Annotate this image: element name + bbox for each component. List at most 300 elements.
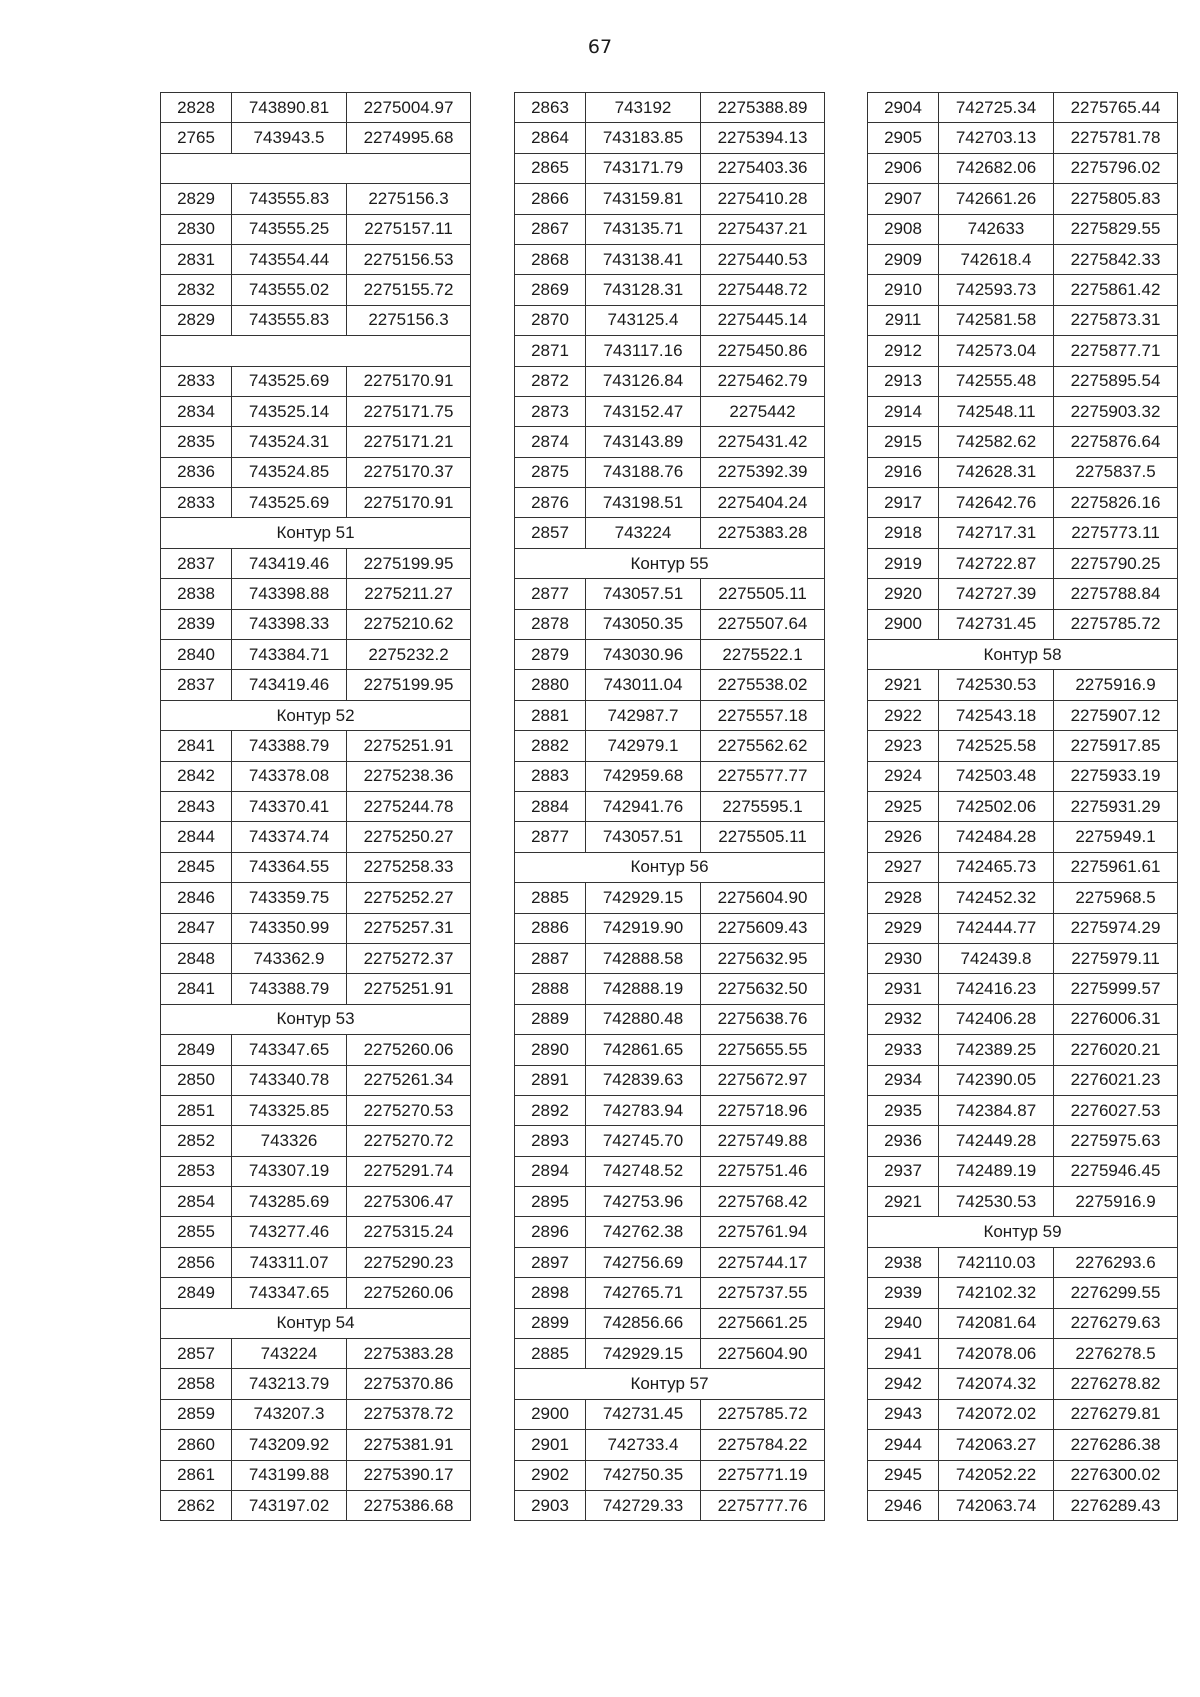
x-coordinate-cell: 743307.19	[232, 1156, 347, 1186]
table-row	[515, 336, 825, 366]
x-coordinate-cell: 743224	[586, 518, 701, 548]
x-coordinate-cell: 742593.73	[939, 275, 1054, 305]
coordinates-table-right	[867, 92, 1178, 1521]
y-coordinate-cell: 2275505.11	[701, 822, 825, 852]
x-coordinate-cell: 743555.02	[232, 275, 347, 305]
point-number-cell: 2833	[161, 488, 232, 518]
x-coordinate-cell: 743525.14	[232, 396, 347, 426]
table-row	[515, 153, 825, 183]
y-coordinate-cell: 2275829.55	[1054, 214, 1178, 244]
point-number-cell: 2906	[868, 153, 939, 183]
table-row	[161, 1095, 471, 1125]
table-row	[868, 1095, 1178, 1125]
table-row	[868, 1247, 1178, 1277]
x-coordinate-cell: 742389.25	[939, 1035, 1054, 1065]
y-coordinate-cell: 2275557.18	[701, 700, 825, 730]
table-row	[868, 943, 1178, 973]
table-row	[868, 822, 1178, 852]
y-coordinate-cell: 2275378.72	[347, 1399, 471, 1429]
table-row	[161, 1247, 471, 1277]
y-coordinate-cell: 2275156.3	[347, 184, 471, 214]
table-row	[161, 1339, 471, 1369]
table-row	[868, 974, 1178, 1004]
x-coordinate-cell: 742439.8	[939, 943, 1054, 973]
point-number-cell: 2851	[161, 1095, 232, 1125]
point-number-cell: 2905	[868, 123, 939, 153]
contour-label: Контур 51	[161, 518, 471, 548]
y-coordinate-cell: 2275604.90	[701, 1339, 825, 1369]
table-row	[161, 1065, 471, 1095]
point-number-cell: 2929	[868, 913, 939, 943]
table-row	[868, 396, 1178, 426]
y-coordinate-cell: 2276299.55	[1054, 1278, 1178, 1308]
contour-header-row	[515, 548, 825, 578]
table-row	[515, 1247, 825, 1277]
y-coordinate-cell: 2275261.34	[347, 1065, 471, 1095]
point-number-cell: 2859	[161, 1399, 232, 1429]
table-row	[515, 1460, 825, 1490]
x-coordinate-cell: 742919.90	[586, 913, 701, 943]
table-row	[868, 1369, 1178, 1399]
x-coordinate-cell: 742390.05	[939, 1065, 1054, 1095]
table-row	[868, 366, 1178, 396]
contour-header-row	[161, 336, 471, 366]
y-coordinate-cell: 2276027.53	[1054, 1095, 1178, 1125]
table-row	[161, 609, 471, 639]
table-row	[515, 488, 825, 518]
x-coordinate-cell: 743152.47	[586, 396, 701, 426]
x-coordinate-cell: 743209.92	[232, 1430, 347, 1460]
point-number-cell: 2875	[515, 457, 586, 487]
point-number-cell: 2869	[515, 275, 586, 305]
y-coordinate-cell: 2275445.14	[701, 305, 825, 335]
point-number-cell: 2940	[868, 1308, 939, 1338]
table-row	[868, 609, 1178, 639]
x-coordinate-cell: 742731.45	[939, 609, 1054, 639]
point-number-cell: 2836	[161, 457, 232, 487]
x-coordinate-cell: 742384.87	[939, 1095, 1054, 1125]
point-number-cell: 2858	[161, 1369, 232, 1399]
table-row	[868, 1156, 1178, 1186]
x-coordinate-cell: 743188.76	[586, 457, 701, 487]
table-row	[161, 883, 471, 913]
y-coordinate-cell: 2275873.31	[1054, 305, 1178, 335]
table-row	[161, 731, 471, 761]
x-coordinate-cell: 743050.35	[586, 609, 701, 639]
table-row	[515, 214, 825, 244]
table-row	[868, 731, 1178, 761]
x-coordinate-cell: 742081.64	[939, 1308, 1054, 1338]
point-number-cell: 2873	[515, 396, 586, 426]
point-number-cell: 2901	[515, 1430, 586, 1460]
x-coordinate-cell: 743350.99	[232, 913, 347, 943]
x-coordinate-cell: 743890.81	[232, 93, 347, 123]
contour-label: Контур 55	[515, 548, 825, 578]
table-row	[868, 1065, 1178, 1095]
x-coordinate-cell: 742072.02	[939, 1399, 1054, 1429]
x-coordinate-cell: 743117.16	[586, 336, 701, 366]
y-coordinate-cell: 2275315.24	[347, 1217, 471, 1247]
x-coordinate-cell: 742987.7	[586, 700, 701, 730]
point-number-cell: 2926	[868, 822, 939, 852]
y-coordinate-cell: 2275917.85	[1054, 731, 1178, 761]
x-coordinate-cell: 742729.33	[586, 1490, 701, 1520]
y-coordinate-cell: 2275383.28	[701, 518, 825, 548]
point-number-cell: 2925	[868, 791, 939, 821]
point-number-cell: 2864	[515, 123, 586, 153]
table-row	[161, 791, 471, 821]
point-number-cell: 2913	[868, 366, 939, 396]
point-number-cell: 2847	[161, 913, 232, 943]
point-number-cell: 2917	[868, 488, 939, 518]
x-coordinate-cell: 742618.4	[939, 244, 1054, 274]
y-coordinate-cell: 2275251.91	[347, 731, 471, 761]
x-coordinate-cell: 742484.28	[939, 822, 1054, 852]
point-number-cell: 2915	[868, 427, 939, 457]
contour-header-row	[161, 700, 471, 730]
y-coordinate-cell: 2275768.42	[701, 1187, 825, 1217]
y-coordinate-cell: 2275805.83	[1054, 184, 1178, 214]
x-coordinate-cell: 742573.04	[939, 336, 1054, 366]
y-coordinate-cell: 2275258.33	[347, 852, 471, 882]
point-number-cell: 2877	[515, 579, 586, 609]
point-number-cell: 2900	[868, 609, 939, 639]
y-coordinate-cell: 2275260.06	[347, 1035, 471, 1065]
x-coordinate-cell: 742783.94	[586, 1095, 701, 1125]
table-row	[515, 1278, 825, 1308]
y-coordinate-cell: 2275442	[701, 396, 825, 426]
coordinates-table-left	[160, 92, 471, 1521]
table-row	[161, 305, 471, 335]
x-coordinate-cell: 742444.77	[939, 913, 1054, 943]
x-coordinate-cell: 743398.33	[232, 609, 347, 639]
y-coordinate-cell: 2276293.6	[1054, 1247, 1178, 1277]
y-coordinate-cell: 2275949.1	[1054, 822, 1178, 852]
point-number-cell: 2857	[161, 1339, 232, 1369]
y-coordinate-cell: 2275604.90	[701, 883, 825, 913]
x-coordinate-cell: 743554.44	[232, 244, 347, 274]
point-number-cell: 2838	[161, 579, 232, 609]
y-coordinate-cell: 2276279.81	[1054, 1399, 1178, 1429]
point-number-cell: 2866	[515, 184, 586, 214]
table-row	[515, 275, 825, 305]
table-row	[868, 123, 1178, 153]
x-coordinate-cell: 742725.34	[939, 93, 1054, 123]
table-row	[515, 1217, 825, 1247]
point-number-cell: 2894	[515, 1156, 586, 1186]
x-coordinate-cell: 742661.26	[939, 184, 1054, 214]
table-row	[868, 1308, 1178, 1338]
point-number-cell: 2840	[161, 640, 232, 670]
x-coordinate-cell: 743213.79	[232, 1369, 347, 1399]
contour-header-row	[515, 1369, 825, 1399]
y-coordinate-cell: 2275171.21	[347, 427, 471, 457]
y-coordinate-cell: 2275290.23	[347, 1247, 471, 1277]
x-coordinate-cell: 743524.85	[232, 457, 347, 487]
table-row	[515, 1095, 825, 1125]
contour-header-row	[161, 518, 471, 548]
y-coordinate-cell: 2276286.38	[1054, 1430, 1178, 1460]
y-coordinate-cell: 2276006.31	[1054, 1004, 1178, 1034]
y-coordinate-cell: 2275744.17	[701, 1247, 825, 1277]
x-coordinate-cell: 743198.51	[586, 488, 701, 518]
point-number-cell: 2845	[161, 852, 232, 882]
y-coordinate-cell: 2275916.9	[1054, 670, 1178, 700]
point-number-cell: 2928	[868, 883, 939, 913]
table-row	[868, 305, 1178, 335]
y-coordinate-cell: 2275199.95	[347, 548, 471, 578]
table-row	[515, 913, 825, 943]
x-coordinate-cell: 743419.46	[232, 548, 347, 578]
point-number-cell: 2871	[515, 336, 586, 366]
point-number-cell: 2885	[515, 883, 586, 913]
y-coordinate-cell: 2275522.1	[701, 640, 825, 670]
y-coordinate-cell: 2275306.47	[347, 1187, 471, 1217]
x-coordinate-cell: 742856.66	[586, 1308, 701, 1338]
x-coordinate-cell: 742416.23	[939, 974, 1054, 1004]
x-coordinate-cell: 743138.41	[586, 244, 701, 274]
point-number-cell: 2868	[515, 244, 586, 274]
point-number-cell: 2879	[515, 640, 586, 670]
point-number-cell: 2903	[515, 1490, 586, 1520]
point-number-cell: 2856	[161, 1247, 232, 1277]
y-coordinate-cell: 2275383.28	[347, 1339, 471, 1369]
table-row	[515, 700, 825, 730]
y-coordinate-cell: 2276289.43	[1054, 1490, 1178, 1520]
y-coordinate-cell: 2275999.57	[1054, 974, 1178, 1004]
contour-label: Контур 54	[161, 1308, 471, 1338]
table-row	[868, 93, 1178, 123]
point-number-cell: 2899	[515, 1308, 586, 1338]
y-coordinate-cell: 2275404.24	[701, 488, 825, 518]
point-number-cell: 2889	[515, 1004, 586, 1034]
x-coordinate-cell: 742642.76	[939, 488, 1054, 518]
x-coordinate-cell: 742756.69	[586, 1247, 701, 1277]
y-coordinate-cell: 2275211.27	[347, 579, 471, 609]
point-number-cell: 2853	[161, 1156, 232, 1186]
y-coordinate-cell: 2275773.11	[1054, 518, 1178, 548]
table-row	[515, 943, 825, 973]
point-number-cell: 2832	[161, 275, 232, 305]
y-coordinate-cell: 2275790.25	[1054, 548, 1178, 578]
x-coordinate-cell: 743057.51	[586, 579, 701, 609]
x-coordinate-cell: 743555.83	[232, 305, 347, 335]
y-coordinate-cell: 2275170.37	[347, 457, 471, 487]
x-coordinate-cell: 742633	[939, 214, 1054, 244]
x-coordinate-cell: 742582.62	[939, 427, 1054, 457]
contour-header-row	[868, 640, 1178, 670]
x-coordinate-cell: 742888.19	[586, 974, 701, 1004]
x-coordinate-cell: 743011.04	[586, 670, 701, 700]
y-coordinate-cell: 2275171.75	[347, 396, 471, 426]
y-coordinate-cell: 2276279.63	[1054, 1308, 1178, 1338]
x-coordinate-cell: 742548.11	[939, 396, 1054, 426]
x-coordinate-cell: 742503.48	[939, 761, 1054, 791]
x-coordinate-cell: 743285.69	[232, 1187, 347, 1217]
table-row	[161, 974, 471, 1004]
y-coordinate-cell: 2275448.72	[701, 275, 825, 305]
y-coordinate-cell: 2275155.72	[347, 275, 471, 305]
point-number-cell: 2911	[868, 305, 939, 335]
y-coordinate-cell: 2275260.06	[347, 1278, 471, 1308]
table-row	[515, 1187, 825, 1217]
x-coordinate-cell: 743340.78	[232, 1065, 347, 1095]
y-coordinate-cell: 2275826.16	[1054, 488, 1178, 518]
x-coordinate-cell: 742731.45	[586, 1399, 701, 1429]
x-coordinate-cell: 742052.22	[939, 1460, 1054, 1490]
table-row	[515, 396, 825, 426]
table-row	[515, 670, 825, 700]
table-row	[515, 457, 825, 487]
table-row	[515, 1308, 825, 1338]
y-coordinate-cell: 2275370.86	[347, 1369, 471, 1399]
point-number-cell: 2842	[161, 761, 232, 791]
table-row	[161, 1156, 471, 1186]
table-row	[515, 1004, 825, 1034]
point-number-cell: 2945	[868, 1460, 939, 1490]
point-number-cell: 2849	[161, 1035, 232, 1065]
table-row	[868, 852, 1178, 882]
x-coordinate-cell: 742074.32	[939, 1369, 1054, 1399]
y-coordinate-cell: 2275751.46	[701, 1156, 825, 1186]
table-row	[161, 548, 471, 578]
contour-header-row	[161, 1308, 471, 1338]
x-coordinate-cell: 743126.84	[586, 366, 701, 396]
x-coordinate-cell: 742581.58	[939, 305, 1054, 335]
x-coordinate-cell: 743347.65	[232, 1278, 347, 1308]
x-coordinate-cell: 742861.65	[586, 1035, 701, 1065]
y-coordinate-cell: 2275403.36	[701, 153, 825, 183]
point-number-cell: 2934	[868, 1065, 939, 1095]
y-coordinate-cell: 2275538.02	[701, 670, 825, 700]
table-row	[161, 1217, 471, 1247]
point-number-cell: 2900	[515, 1399, 586, 1429]
point-number-cell: 2938	[868, 1247, 939, 1277]
x-coordinate-cell: 743374.74	[232, 822, 347, 852]
point-number-cell: 2944	[868, 1430, 939, 1460]
table-row	[515, 1065, 825, 1095]
table-row	[515, 791, 825, 821]
point-number-cell: 2885	[515, 1339, 586, 1369]
x-coordinate-cell: 742733.4	[586, 1430, 701, 1460]
table-row	[161, 943, 471, 973]
table-row	[868, 1278, 1178, 1308]
x-coordinate-cell: 742750.35	[586, 1460, 701, 1490]
y-coordinate-cell: 2275170.91	[347, 366, 471, 396]
table-row	[161, 184, 471, 214]
table-row	[868, 275, 1178, 305]
point-number-cell: 2921	[868, 670, 939, 700]
point-number-cell: 2914	[868, 396, 939, 426]
y-coordinate-cell: 2275440.53	[701, 244, 825, 274]
y-coordinate-cell: 2275210.62	[347, 609, 471, 639]
table-row	[161, 913, 471, 943]
point-number-cell: 2844	[161, 822, 232, 852]
x-coordinate-cell: 743398.88	[232, 579, 347, 609]
table-row	[515, 366, 825, 396]
contour-header-row	[161, 1004, 471, 1034]
y-coordinate-cell: 2275562.62	[701, 731, 825, 761]
table-row	[161, 457, 471, 487]
table-row	[161, 1430, 471, 1460]
x-coordinate-cell: 743555.83	[232, 184, 347, 214]
y-coordinate-cell: 2275156.53	[347, 244, 471, 274]
point-number-cell: 2872	[515, 366, 586, 396]
y-coordinate-cell: 2275431.42	[701, 427, 825, 457]
x-coordinate-cell: 742703.13	[939, 123, 1054, 153]
y-coordinate-cell: 2275661.25	[701, 1308, 825, 1338]
y-coordinate-cell: 2275916.9	[1054, 1187, 1178, 1217]
point-number-cell: 2863	[515, 93, 586, 123]
x-coordinate-cell: 742959.68	[586, 761, 701, 791]
point-number-cell: 2888	[515, 974, 586, 1004]
point-number-cell: 2907	[868, 184, 939, 214]
point-number-cell: 2890	[515, 1035, 586, 1065]
x-coordinate-cell: 742525.58	[939, 731, 1054, 761]
table-row	[515, 640, 825, 670]
y-coordinate-cell: 2276021.23	[1054, 1065, 1178, 1095]
table-row	[515, 822, 825, 852]
x-coordinate-cell: 743525.69	[232, 488, 347, 518]
y-coordinate-cell: 2275655.55	[701, 1035, 825, 1065]
point-number-cell: 2876	[515, 488, 586, 518]
x-coordinate-cell: 743277.46	[232, 1217, 347, 1247]
table-row	[515, 1490, 825, 1520]
contour-header-row	[868, 1217, 1178, 1247]
x-coordinate-cell: 743347.65	[232, 1035, 347, 1065]
table-row	[515, 1399, 825, 1429]
point-number-cell: 2942	[868, 1369, 939, 1399]
point-number-cell: 2830	[161, 214, 232, 244]
point-number-cell: 2912	[868, 336, 939, 366]
y-coordinate-cell: 2275785.72	[701, 1399, 825, 1429]
y-coordinate-cell: 2275761.94	[701, 1217, 825, 1247]
x-coordinate-cell: 743192	[586, 93, 701, 123]
x-coordinate-cell: 743359.75	[232, 883, 347, 913]
y-coordinate-cell: 2275232.2	[347, 640, 471, 670]
point-number-cell: 2909	[868, 244, 939, 274]
y-coordinate-cell: 2275979.11	[1054, 943, 1178, 973]
table-row	[515, 609, 825, 639]
x-coordinate-cell: 743135.71	[586, 214, 701, 244]
table-row	[515, 123, 825, 153]
point-number-cell: 2886	[515, 913, 586, 943]
y-coordinate-cell: 2275386.68	[347, 1490, 471, 1520]
y-coordinate-cell: 2275876.64	[1054, 427, 1178, 457]
x-coordinate-cell: 742753.96	[586, 1187, 701, 1217]
point-number-cell: 2927	[868, 852, 939, 882]
y-coordinate-cell: 2275390.17	[347, 1460, 471, 1490]
table-row	[515, 974, 825, 1004]
point-number-cell: 2765	[161, 123, 232, 153]
y-coordinate-cell: 2275270.53	[347, 1095, 471, 1125]
table-row	[868, 883, 1178, 913]
point-number-cell: 2849	[161, 1278, 232, 1308]
x-coordinate-cell: 743370.41	[232, 791, 347, 821]
point-number-cell: 2850	[161, 1065, 232, 1095]
point-number-cell: 2908	[868, 214, 939, 244]
point-number-cell: 2878	[515, 609, 586, 639]
x-coordinate-cell: 742555.48	[939, 366, 1054, 396]
x-coordinate-cell: 743128.31	[586, 275, 701, 305]
y-coordinate-cell: 2275250.27	[347, 822, 471, 852]
table-row	[868, 761, 1178, 791]
table-row	[161, 1278, 471, 1308]
y-coordinate-cell: 2275974.29	[1054, 913, 1178, 943]
table-row	[161, 579, 471, 609]
point-number-cell: 2937	[868, 1156, 939, 1186]
table-row	[868, 244, 1178, 274]
